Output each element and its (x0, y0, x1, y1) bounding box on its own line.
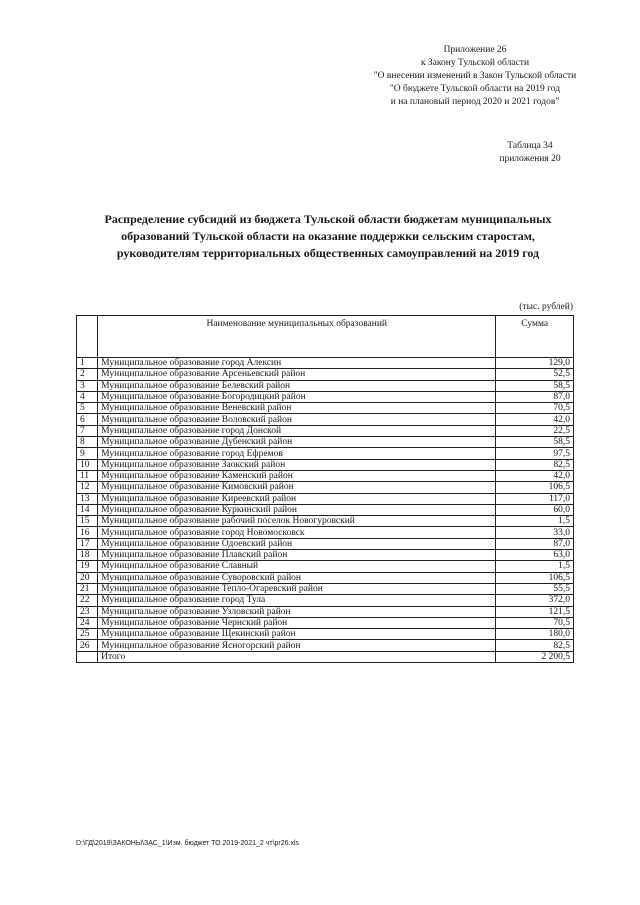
row-sum: 87,0 (496, 538, 574, 549)
row-name: Муниципальное образование Плавский район (98, 550, 496, 561)
row-number: 22 (77, 595, 98, 606)
row-number: 16 (77, 527, 98, 538)
table-ref-line: приложения 20 (499, 154, 561, 164)
row-sum: 106,5 (496, 572, 574, 583)
row-sum: 180,0 (496, 629, 574, 640)
row-number: 21 (77, 583, 98, 594)
row-sum: 1,5 (496, 516, 574, 527)
row-sum: 63,0 (496, 550, 574, 561)
total-row (77, 651, 574, 662)
row-number: 5 (77, 403, 98, 414)
row-name: Муниципальное образование Тепло-Огаревский район (98, 583, 496, 594)
row-sum: 42,0 (496, 470, 574, 481)
row-name: Муниципальное образование город Донской (98, 425, 496, 436)
row-name: Муниципальное образование город Тула (98, 595, 496, 606)
row-name: Муниципальное образование Арсеньевский район (98, 369, 496, 380)
title-line: руководителям территориальных общественных самоуправлений на 2019 год (116, 246, 540, 260)
row-sum: 1,5 (496, 561, 574, 572)
table-row (77, 403, 574, 414)
table-ref-line: Таблица 34 (507, 141, 553, 151)
table-reference (480, 140, 580, 166)
table-row (77, 504, 574, 515)
row-sum: 60,0 (496, 504, 574, 515)
units-label: (тыс. рублей) (519, 302, 573, 312)
row-name: Муниципальное образование Воловский район (98, 414, 496, 425)
table-row (77, 391, 574, 402)
row-sum: 58,5 (496, 380, 574, 391)
row-number: 14 (77, 504, 98, 515)
row-number: 19 (77, 561, 98, 572)
row-sum: 58,5 (496, 437, 574, 448)
table-row (77, 369, 574, 380)
table-row (77, 448, 574, 459)
row-name: Муниципальное образование Веневский район (98, 403, 496, 414)
row-name: Муниципальное образование Славный (98, 561, 496, 572)
document-title (78, 211, 578, 262)
row-sum: 82,5 (496, 640, 574, 651)
row-sum: 70,5 (496, 403, 574, 414)
row-name: Муниципальное образование город Алексин (98, 358, 496, 369)
row-name: Муниципальное образование Одоевский район (98, 538, 496, 549)
row-name: Муниципальное образование Кимовский район (98, 482, 496, 493)
header-name-cell: Наименование муниципальных образований (98, 316, 496, 358)
row-number: 7 (77, 425, 98, 436)
row-sum: 70,5 (496, 617, 574, 628)
title-line: Распределение субсидий из бюджета Тульской области бюджетам муниципальных (104, 212, 552, 226)
row-name: Муниципальное образование Заокский район (98, 459, 496, 470)
table-row (77, 561, 574, 572)
table-row (77, 629, 574, 640)
table-row (77, 482, 574, 493)
total-label: Итого (98, 651, 496, 662)
row-number: 23 (77, 606, 98, 617)
row-number: 1 (77, 358, 98, 369)
row-sum: 106,5 (496, 482, 574, 493)
table-row (77, 640, 574, 651)
row-number: 9 (77, 448, 98, 459)
row-number: 13 (77, 493, 98, 504)
row-sum: 52,5 (496, 369, 574, 380)
appendix-line: Приложение 26 (443, 45, 507, 55)
table-row (77, 425, 574, 436)
row-name: Муниципальное образование Суворовский район (98, 572, 496, 583)
row-sum: 121,5 (496, 606, 574, 617)
table-body (77, 358, 574, 663)
row-number: 24 (77, 617, 98, 628)
file-path: D:\ГД\2019\ЗАКОНЫ\ЗАС_1\Изм. бюджет ТО 2019-2021_2 чт\pr26.xls (76, 840, 300, 847)
table-row (77, 516, 574, 527)
table-row (77, 414, 574, 425)
row-name: Муниципальное образование Узловский район (98, 606, 496, 617)
row-sum: 117,0 (496, 493, 574, 504)
table-row (77, 617, 574, 628)
row-name: Муниципальное образование Куркинский район (98, 504, 496, 515)
row-sum: 82,5 (496, 459, 574, 470)
row-number: 10 (77, 459, 98, 470)
table-row (77, 358, 574, 369)
table-row (77, 470, 574, 481)
title-line: образований Тульской области на оказание поддержки сельским старостам, (121, 229, 535, 243)
appendix-line: и на плановый период 2020 и 2021 годов" (390, 97, 560, 107)
row-sum: 87,0 (496, 391, 574, 402)
table-row (77, 583, 574, 594)
row-name: Муниципальное образование рабочий поселок Новогуровский (98, 516, 496, 527)
row-sum: 22,5 (496, 425, 574, 436)
appendix-line: к Закону Тульской области (420, 58, 530, 68)
row-number: 26 (77, 640, 98, 651)
appendix-reference (340, 44, 610, 109)
row-number: 20 (77, 572, 98, 583)
row-name: Муниципальное образование город Ефремов (98, 448, 496, 459)
row-number: 8 (77, 437, 98, 448)
table-row (77, 527, 574, 538)
row-number: 4 (77, 391, 98, 402)
table-row (77, 538, 574, 549)
row-number: 17 (77, 538, 98, 549)
row-number: 25 (77, 629, 98, 640)
table-header-row (77, 316, 574, 358)
table-row (77, 380, 574, 391)
table-row (77, 550, 574, 561)
row-sum: 42,0 (496, 414, 574, 425)
row-name: Муниципальное образование Каменский район (98, 470, 496, 481)
row-name: Муниципальное образование Киреевский район (98, 493, 496, 504)
row-sum: 372,0 (496, 595, 574, 606)
table-row (77, 459, 574, 470)
table-row (77, 595, 574, 606)
row-name: Муниципальное образование город Новомосковск (98, 527, 496, 538)
row-name: Муниципальное образование Щекинский район (98, 629, 496, 640)
row-sum: 97,5 (496, 448, 574, 459)
total-number (77, 651, 98, 662)
table-row (77, 572, 574, 583)
row-number: 2 (77, 369, 98, 380)
appendix-line: "О внесении изменений в Закон Тульской области (373, 71, 577, 81)
table-row (77, 606, 574, 617)
subsidy-table (76, 315, 574, 663)
row-sum: 129,0 (496, 358, 574, 369)
row-number: 18 (77, 550, 98, 561)
row-sum: 55,5 (496, 583, 574, 594)
header-num-cell (77, 316, 98, 358)
row-name: Муниципальное образование Белевский район (98, 380, 496, 391)
row-name: Муниципальное образование Богородицкий район (98, 391, 496, 402)
row-sum: 33,0 (496, 527, 574, 538)
row-number: 3 (77, 380, 98, 391)
row-number: 6 (77, 414, 98, 425)
row-name: Муниципальное образование Дубенский район (98, 437, 496, 448)
total-sum: 2 200,5 (496, 651, 574, 662)
row-number: 15 (77, 516, 98, 527)
appendix-line: "О бюджете Тульской области на 2019 год (389, 84, 561, 94)
row-name: Муниципальное образование Ясногорский район (98, 640, 496, 651)
table-row (77, 437, 574, 448)
row-number: 12 (77, 482, 98, 493)
header-sum-cell: Сумма (496, 316, 574, 358)
table-row (77, 493, 574, 504)
row-name: Муниципальное образование Чернский район (98, 617, 496, 628)
row-number: 11 (77, 470, 98, 481)
